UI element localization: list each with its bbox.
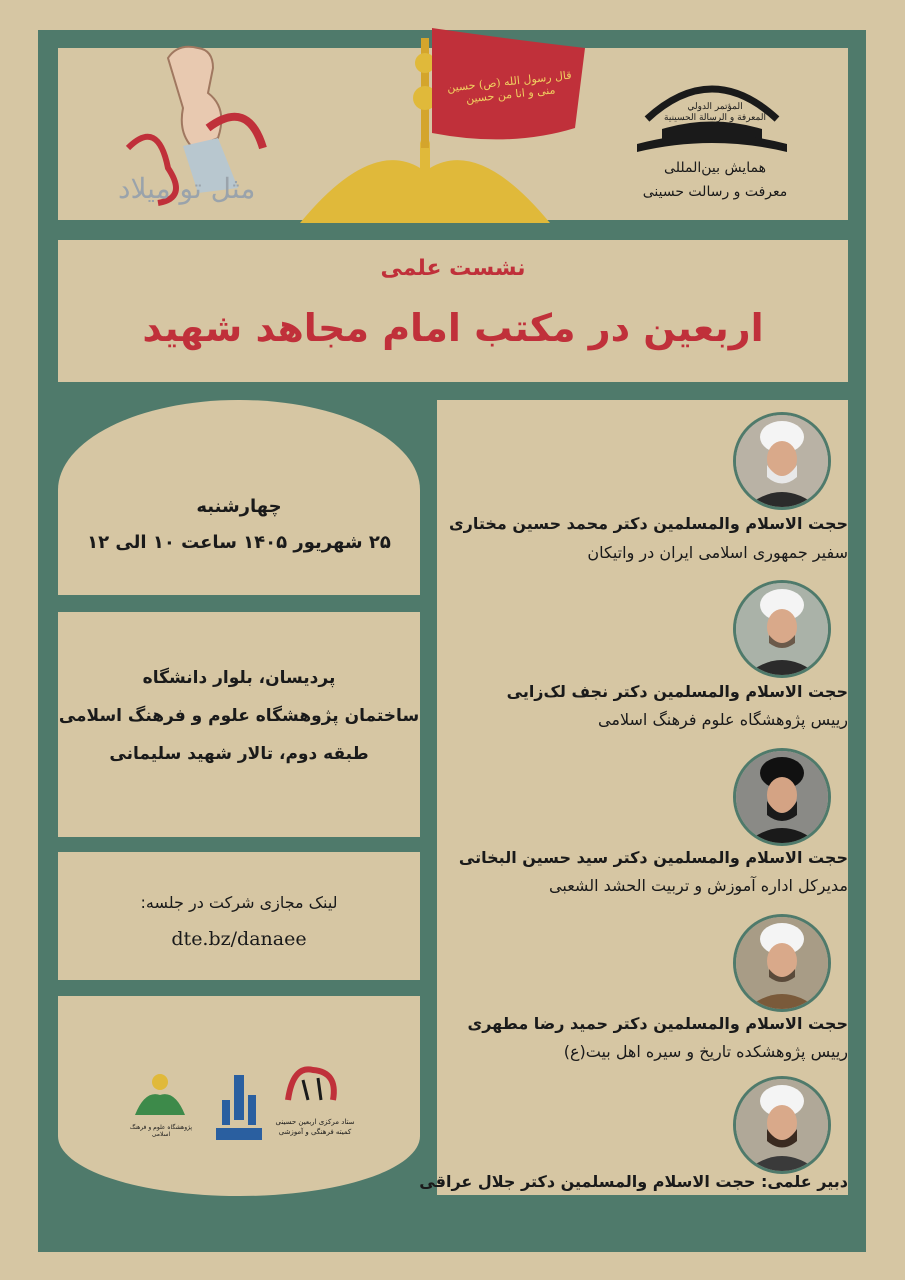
person-icon — [736, 917, 828, 1009]
newspaper-logo — [212, 1070, 267, 1150]
link-panel — [58, 852, 420, 980]
title-subtitle: نشست علمی — [380, 256, 526, 281]
calligraphy-text: مثل تو میلاد — [118, 172, 256, 205]
speaker-1-photo — [733, 412, 831, 510]
speaker-4-role: رییس پژوهشکده تاریخ و سیره اهل بیت(ع) — [563, 1042, 848, 1061]
speaker-4-name: حجت الاسلام والمسلمین دکتر حمید رضا مطهری — [467, 1014, 848, 1033]
fist-calligraphy-logo — [98, 38, 298, 218]
conference-fa-line2: معرفت و رسالت حسینی — [642, 184, 788, 200]
title-main: اربعین در مکتب امام مجاهد شهید — [142, 306, 764, 350]
person-icon — [736, 1079, 828, 1171]
logo1-caption: ستاد مرکزی اربعین حسینی — [275, 1118, 355, 1126]
speaker-2-role: رییس پژوهشگاه علوم فرهنگ اسلامی — [598, 710, 848, 729]
logo1-caption2: کمیته فرهنگی و آموزشی — [278, 1128, 352, 1136]
person-icon — [736, 751, 828, 843]
conference-ar-line1: المؤتمر الدولي — [687, 102, 743, 112]
flag-text: قال رسول الله (ص) حسین منی و انا من حسین — [446, 68, 573, 106]
speaker-1-role: سفیر جمهوری اسلامی ایران در واتیکان — [587, 543, 848, 562]
event-day: چهارشنبه — [196, 496, 282, 517]
dome-flag-illustration — [300, 18, 590, 223]
location-line3: طبقه دوم، تالار شهید سلیمانی — [109, 744, 369, 764]
speaker-4-photo — [733, 914, 831, 1012]
location-line1: پردیسان، بلوار دانشگاه — [142, 668, 336, 688]
speaker-3-role: مدیرکل اداره آموزش و تربیت الحشد الشعبی — [549, 876, 848, 895]
speaker-2-photo — [733, 580, 831, 678]
speaker-2-name: حجت الاسلام والمسلمین دکتر نجف لک‌زایی — [506, 682, 848, 701]
person-icon — [736, 415, 828, 507]
person-icon — [736, 583, 828, 675]
event-datetime: ۲۵ شهریور ۱۴۰۵ ساعت ۱۰ الی ۱۲ — [87, 532, 391, 553]
speaker-5-photo — [733, 1076, 831, 1174]
speaker-1-name: حجت الاسلام والمسلمین دکتر محمد حسین مختاری — [448, 514, 848, 533]
logo3-caption: پژوهشگاه علوم و فرهنگ اسلامی — [129, 1124, 193, 1138]
conference-ar-line2: المعرفة و الرسالة الحسينية — [664, 113, 766, 123]
arbaeen-headquarters-logo — [283, 1060, 343, 1110]
link-label: لینک مجازی شرکت در جلسه: — [140, 893, 338, 912]
speaker-5-name: دبیر علمی: حجت الاسلام والمسلمین دکتر جلال عراقی — [419, 1172, 848, 1191]
speaker-3-name: حجت الاسلام والمسلمین دکتر سید حسین البخاتی — [458, 848, 848, 867]
research-institute-logo — [130, 1070, 190, 1120]
link-url[interactable]: dte.bz/danaee — [171, 928, 307, 950]
location-line2: ساختمان پژوهشگاه علوم و فرهنگ اسلامی — [58, 706, 420, 726]
speaker-3-photo — [733, 748, 831, 846]
conference-fa-line1: همایش بین‌المللی — [664, 160, 766, 176]
